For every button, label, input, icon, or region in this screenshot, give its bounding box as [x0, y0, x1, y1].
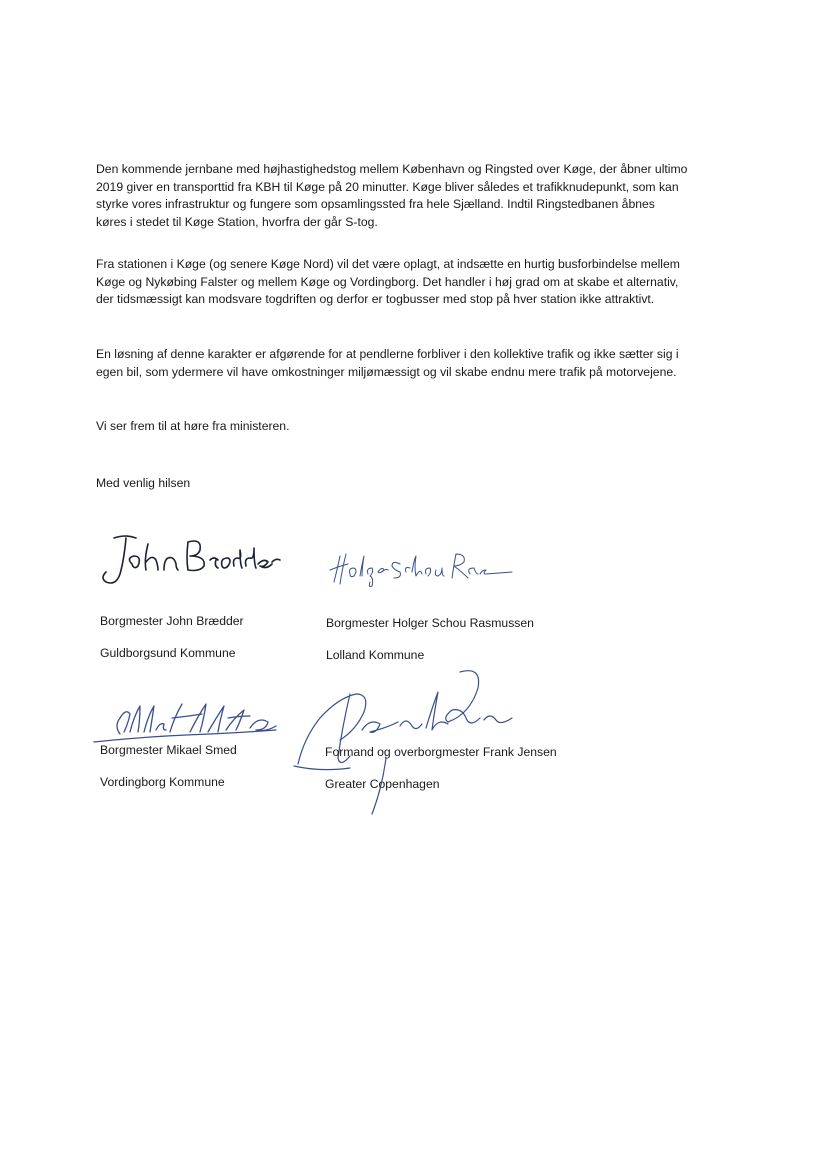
signatory-name: Borgmester John Brædder	[100, 614, 244, 628]
paragraph-2	[96, 256, 736, 309]
text-line: styrke vores infrastruktur og fungere som opsamlingssted fra hele Sjælland. Indtil Ringstedbanen åbnes	[96, 197, 655, 211]
text-line: En løsning af denne karakter er afgørende for at pendlerne forbliver i den kollektive trafik og ikke sætter sig i	[96, 347, 679, 361]
handwritten-signature-john-braedder	[96, 530, 286, 590]
text-line: Køge og Nykøbing Falster og mellem Køge og Vordingborg. Det handler i høj grad om at skabe et alternativ,	[96, 274, 679, 289]
text-line: Med venlig hilsen	[96, 476, 191, 490]
signatory-name: Formand og overborgmester Frank Jensen	[325, 745, 557, 759]
signatory-name: Borgmester Holger Schou Rasmussen	[326, 616, 534, 630]
closing-line	[96, 418, 736, 436]
signatory-2	[326, 615, 534, 664]
signatory-4	[325, 744, 557, 793]
text-line: køres i stedet til Køge Station, hvorfra der går S-tog.	[96, 214, 378, 229]
signatory-3	[100, 742, 237, 791]
signatory-organization: Greater Copenhagen	[325, 777, 440, 791]
paragraph-1	[96, 161, 736, 231]
handwritten-signature-holger-schou-rasmussen	[326, 548, 516, 590]
signatory-organization: Vordingborg Kommune	[100, 775, 225, 789]
paragraph-3	[96, 346, 736, 381]
signatory-organization: Guldborgsund Kommune	[100, 646, 236, 660]
signatory-organization: Lolland Kommune	[326, 648, 425, 662]
signatory-name: Borgmester Mikael Smed	[100, 743, 237, 757]
text-line: Fra stationen i Køge (og senere Køge Nord) vil det være oplagt, at indsætte en hurtig busforbindelse mellem	[96, 257, 680, 271]
handwritten-signature-frank-jensen	[290, 668, 530, 818]
handwritten-signature-mikael-smed	[90, 696, 280, 746]
text-line: 2019 giver en transporttid fra KBH til Køge på 20 minutter. Køge bliver således et trafikknudepunkt, som kan	[96, 179, 679, 194]
text-line: egen bil, som ydermere vil have omkostninger miljømæssigt og vil skabe endnu mere trafik på motorvejene.	[96, 364, 677, 379]
text-line: der tidsmæssigt kan modsvare togdriften og derfor er togbusser med stop på hver station ikke attraktivt.	[96, 292, 655, 306]
salutation	[96, 475, 736, 493]
text-line: Vi ser frem til at høre fra ministeren.	[96, 419, 290, 433]
text-line: Den kommende jernbane med højhastighedstog mellem København og Ringsted over Køge, der åbner ultimo	[96, 162, 688, 176]
signatory-1	[100, 613, 244, 662]
